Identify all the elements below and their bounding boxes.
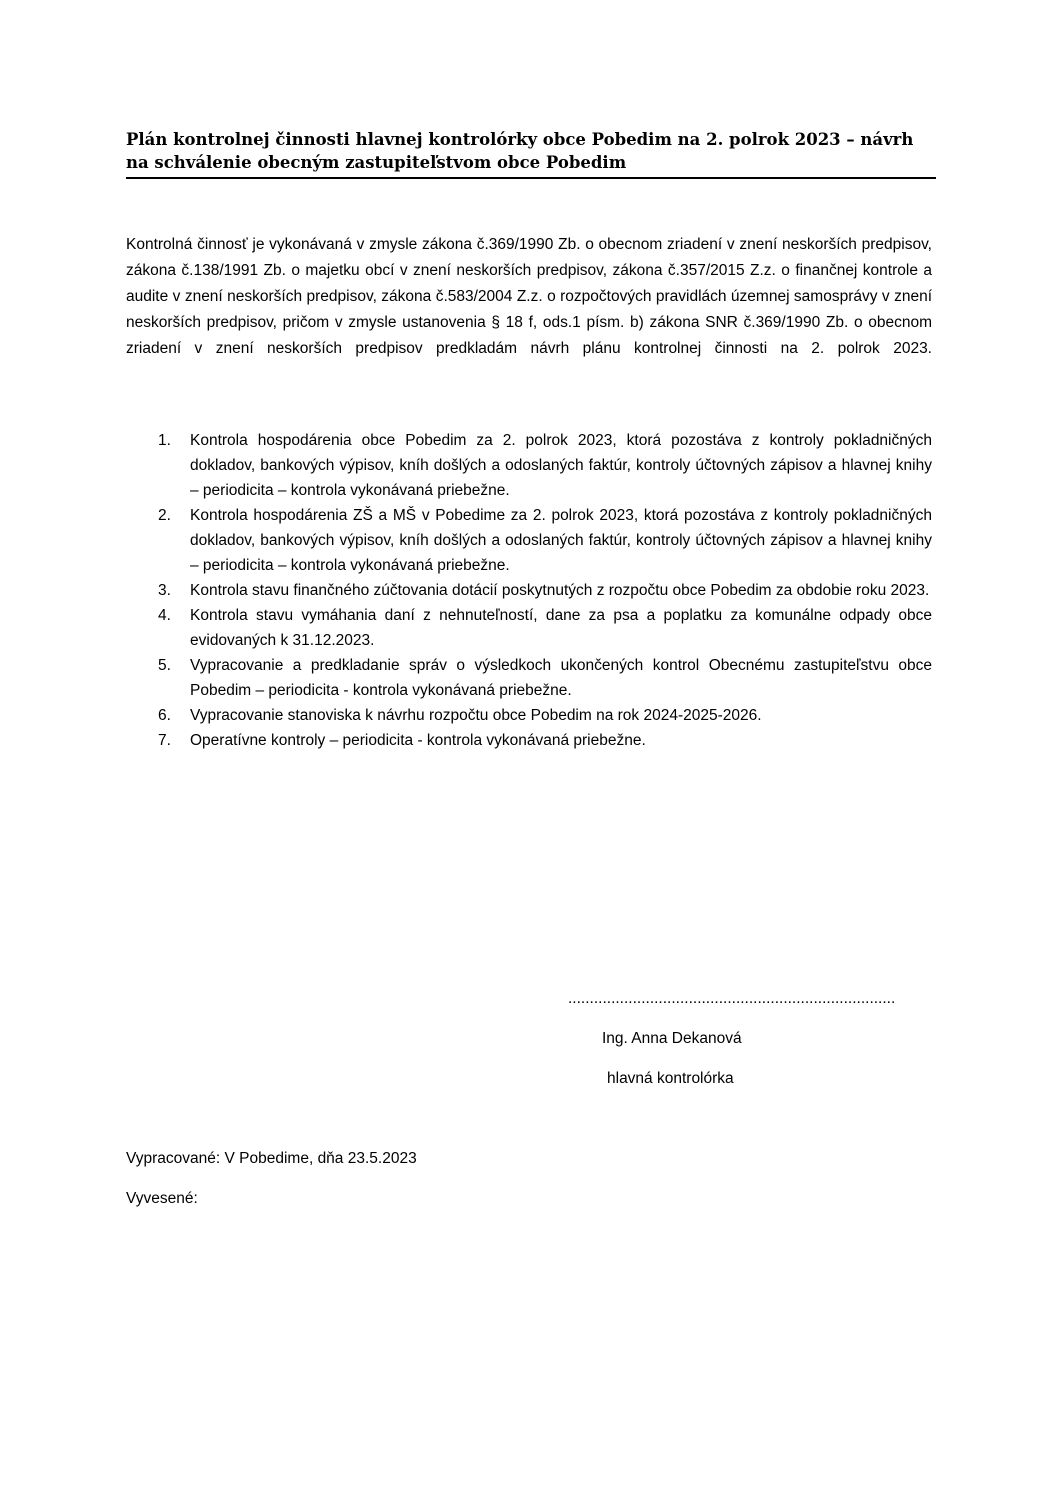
list-item xyxy=(126,503,932,578)
list-item-number: 5. xyxy=(158,657,171,674)
title-line-1: Plán kontrolnej činnosti hlavnej kontrolórky obce Pobedim na 2. polrok 2023 – návrh xyxy=(126,130,914,149)
signatory-role: hlavná kontrolórka xyxy=(607,1070,734,1087)
list-item-text: Kontrola stavu finančného zúčtovania dotácií poskytnutých z rozpočtu obce Pobedim za obdobie roku 2023. xyxy=(190,582,930,599)
list-item-number: 1. xyxy=(158,432,171,449)
intro-paragraph: Kontrolná činnosť je vykonávaná v zmysle zákona č.369/1990 Zb. o obecnom zriadení v znení neskorších predpisov, zákona č.138/1991 Zb. o majetku obcí v znení neskorších predpisov, zákona č.357/2015 Z.z. o finančnej kontrole a audite v znení neskorších predpisov, zákona č.583/2004 Z.z. o rozpočtových pravidlách územnej samosprávy v znení neskorších predpisov, pričom v zmysle ustanovenia § 18 f, ods.1 písm. b) zákona SNR č.369/1990 Zb. o obecnom zriadení v znení neskorších predpisov predkladám návrh plánu kontrolnej činnosti na 2. polrok 2023. xyxy=(126,236,932,357)
list-item-number: 7. xyxy=(158,732,171,749)
control-plan-list xyxy=(126,428,932,753)
list-item xyxy=(126,653,932,703)
list-item xyxy=(126,728,932,753)
list-item-text: Kontrola stavu vymáhania daní z nehnuteľností, dane za psa a poplatku za komunálne odpady obce evidovaných k 31.12.2023. xyxy=(190,607,932,649)
list-item xyxy=(126,578,932,603)
posted-label: Vyvesené: xyxy=(126,1190,198,1207)
list-item-text: Vypracovanie a predkladanie správ o výsledkoch ukončených kontrol Obecnému zastupiteľstvu obce Pobedim – periodicita - kontrola vykonávaná priebežne. xyxy=(190,657,932,699)
list-item-text: Vypracovanie stanoviska k návrhu rozpočtu obce Pobedim na rok 2024-2025-2026. xyxy=(190,707,762,724)
title-line-2: na schválenie obecným zastupiteľstvom obce Pobedim xyxy=(126,153,627,172)
list-item-text: Kontrola hospodárenia obce Pobedim za 2. polrok 2023, ktorá pozostáva z kontroly pokladničných dokladov, bankových výpisov, kníh došlých a odoslaných faktúr, kontroly účtovných zápisov a hlavnej knihy – periodicita – kontrola vykonávaná priebežne. xyxy=(190,432,932,499)
list-item-text: Kontrola hospodárenia ZŠ a MŠ v Pobedime za 2. polrok 2023, ktorá pozostáva z kontroly pokladničných dokladov, bankových výpisov, kníh došlých a odoslaných faktúr, kontroly účtovných zápisov a hlavnej knihy – periodicita – kontrola vykonávaná priebežne. xyxy=(190,507,932,574)
list-item-number: 3. xyxy=(158,582,171,599)
document-title xyxy=(126,128,936,179)
signature-line: ............................................................................ xyxy=(568,990,896,1007)
list-item xyxy=(126,703,932,728)
list-item-number: 6. xyxy=(158,707,171,724)
signatory-name: Ing. Anna Dekanová xyxy=(602,1030,742,1047)
list-item-text: Operatívne kontroly – periodicita - kontrola vykonávaná priebežne. xyxy=(190,732,646,749)
list-item-number: 4. xyxy=(158,607,171,624)
list-item xyxy=(126,603,932,653)
list-item xyxy=(126,428,932,503)
prepared-date: Vypracované: V Pobedime, dňa 23.5.2023 xyxy=(126,1150,417,1167)
list-item-number: 2. xyxy=(158,507,171,524)
